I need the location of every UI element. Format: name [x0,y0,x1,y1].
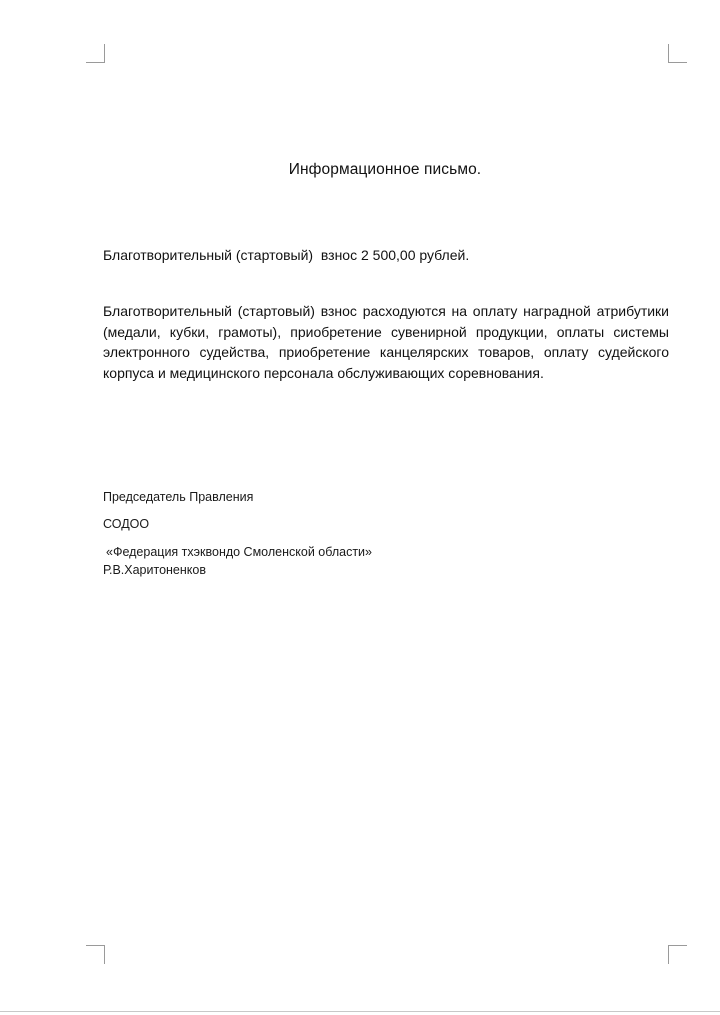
margin-corner-mark-bottom-right [668,945,687,964]
signature-org-short: СОДОО [103,517,150,531]
document-title: Информационное письмо. [288,161,482,178]
body-paragraph: Благотворительный (стартовый) взнос расходуются на оплату наградной атрибутики (медали, кубки, грамоты), приобретение сувенирной продукции, оплаты системы электронного судейства, приобретение канцелярских товаров, оплату судейского корпуса и медицинского персонала обслуживающих соревнования. [103,303,669,381]
margin-corner-mark-top-right [668,44,687,63]
margin-corner-mark-top-left [86,44,105,63]
signature-org-full: «Федерация тхэквондо Смоленской области» [106,545,372,559]
signature-name: Р.В.Харитоненков [103,563,206,577]
signature-position: Председатель Правления [103,490,254,504]
page-bottom-divider [0,1011,720,1012]
fee-line: Благотворительный (стартовый) взнос 2 500,00 рублей. [103,247,470,263]
margin-corner-mark-bottom-left [86,945,105,964]
